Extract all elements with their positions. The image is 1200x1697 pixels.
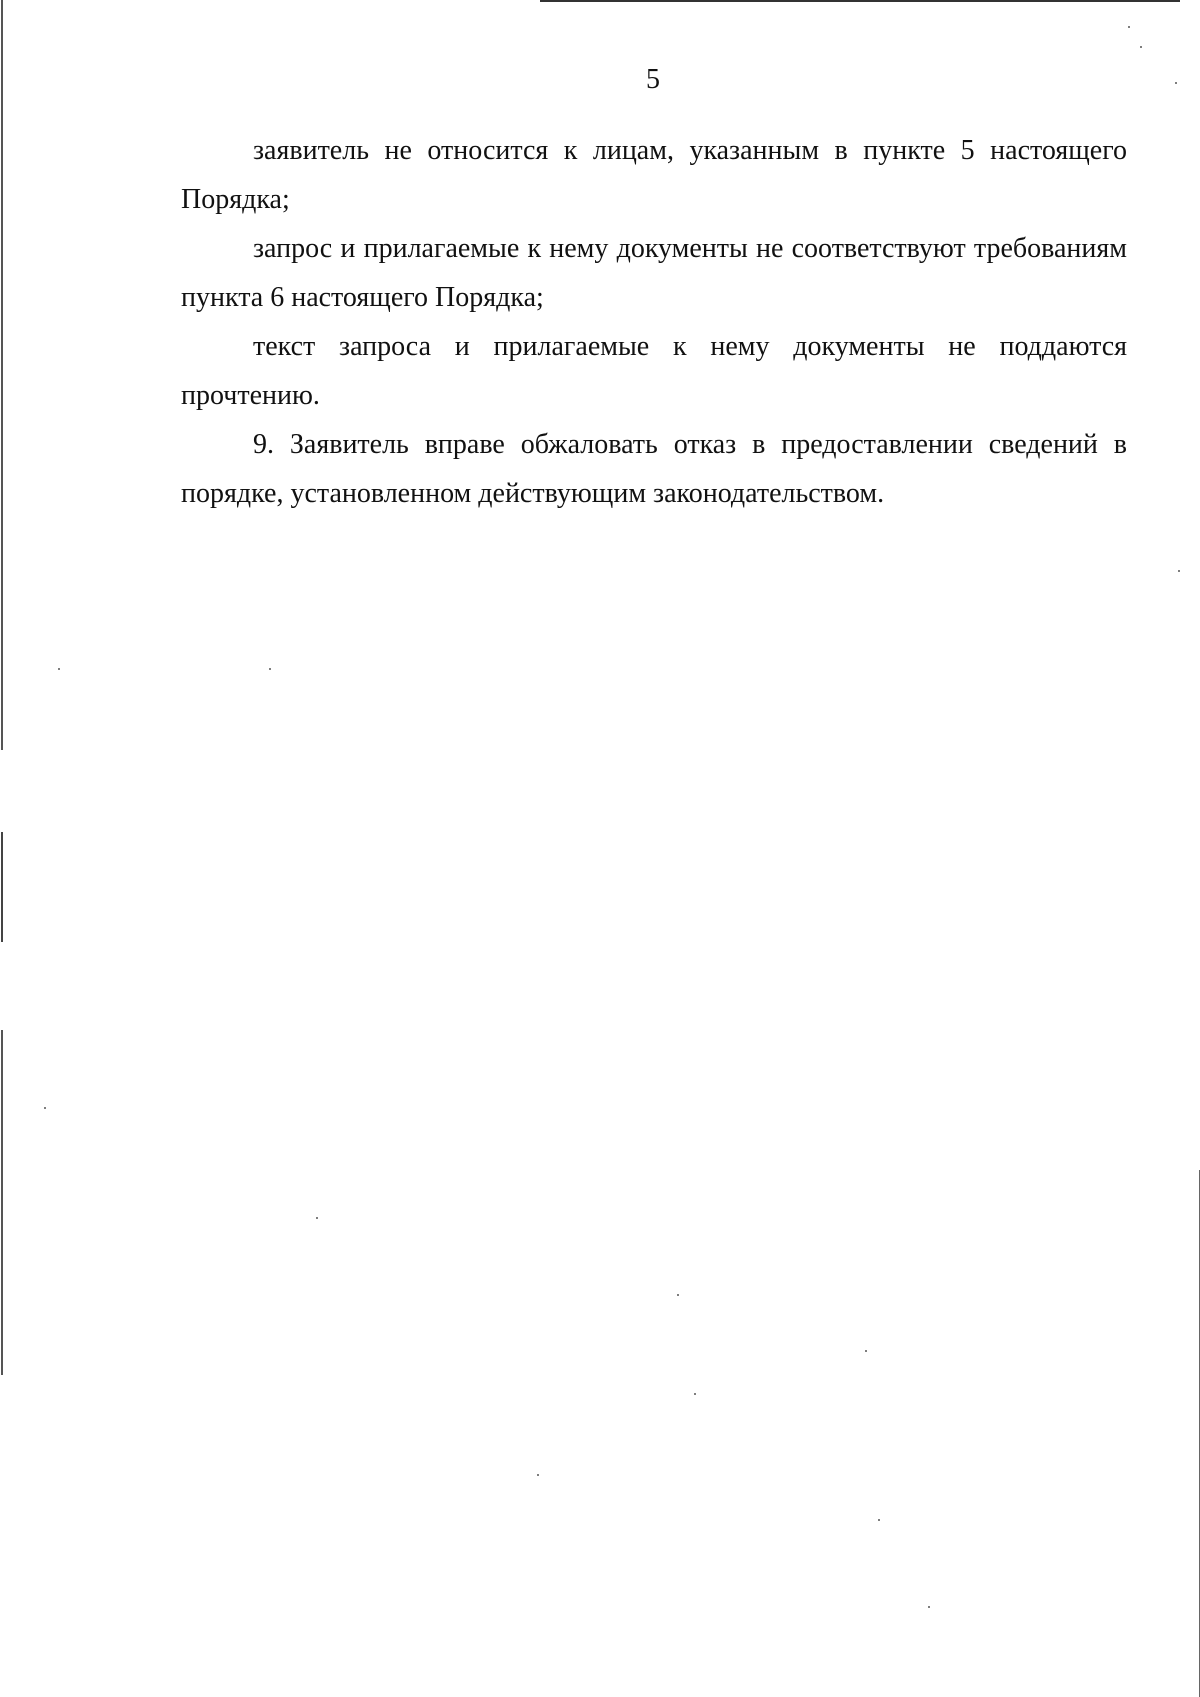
scan-speck	[1128, 26, 1130, 28]
scan-speck	[269, 668, 271, 670]
scan-speck	[44, 1107, 46, 1109]
scan-speck	[537, 1474, 539, 1476]
scan-speck	[694, 1393, 696, 1395]
document-body	[181, 126, 1127, 518]
scan-speck	[865, 1350, 867, 1352]
paragraph-text-unreadable: текст запроса и прилагаемые к нему документы не поддаются прочтению.	[181, 331, 1127, 411]
scan-speck	[316, 1217, 318, 1219]
scan-speck	[677, 1294, 679, 1296]
scan-edge-left-upper	[1, 0, 3, 750]
scan-speck	[58, 668, 60, 670]
paragraph-applicant-not-eligible: заявитель не относится к лицам, указанным в пункте 5 настоящего Порядка;	[181, 135, 1127, 215]
page-number: 5	[646, 64, 660, 95]
scan-speck	[1140, 46, 1142, 48]
paragraph-request-not-compliant: запрос и прилагаемые к нему документы не соответствуют требованиям пункта 6 настоящего Порядка;	[181, 233, 1127, 313]
paragraph-appeal-right: 9. Заявитель вправе обжаловать отказ в предоставлении сведений в порядке, установленном действующим законодательством.	[181, 429, 1127, 509]
scan-edge-left-lower	[1, 1030, 3, 1375]
scan-edge-top	[540, 0, 1180, 2]
scan-speck	[878, 1519, 880, 1521]
scan-speck	[1178, 570, 1180, 572]
scan-speck	[928, 1606, 930, 1608]
scan-edge-left-middle	[1, 832, 3, 942]
